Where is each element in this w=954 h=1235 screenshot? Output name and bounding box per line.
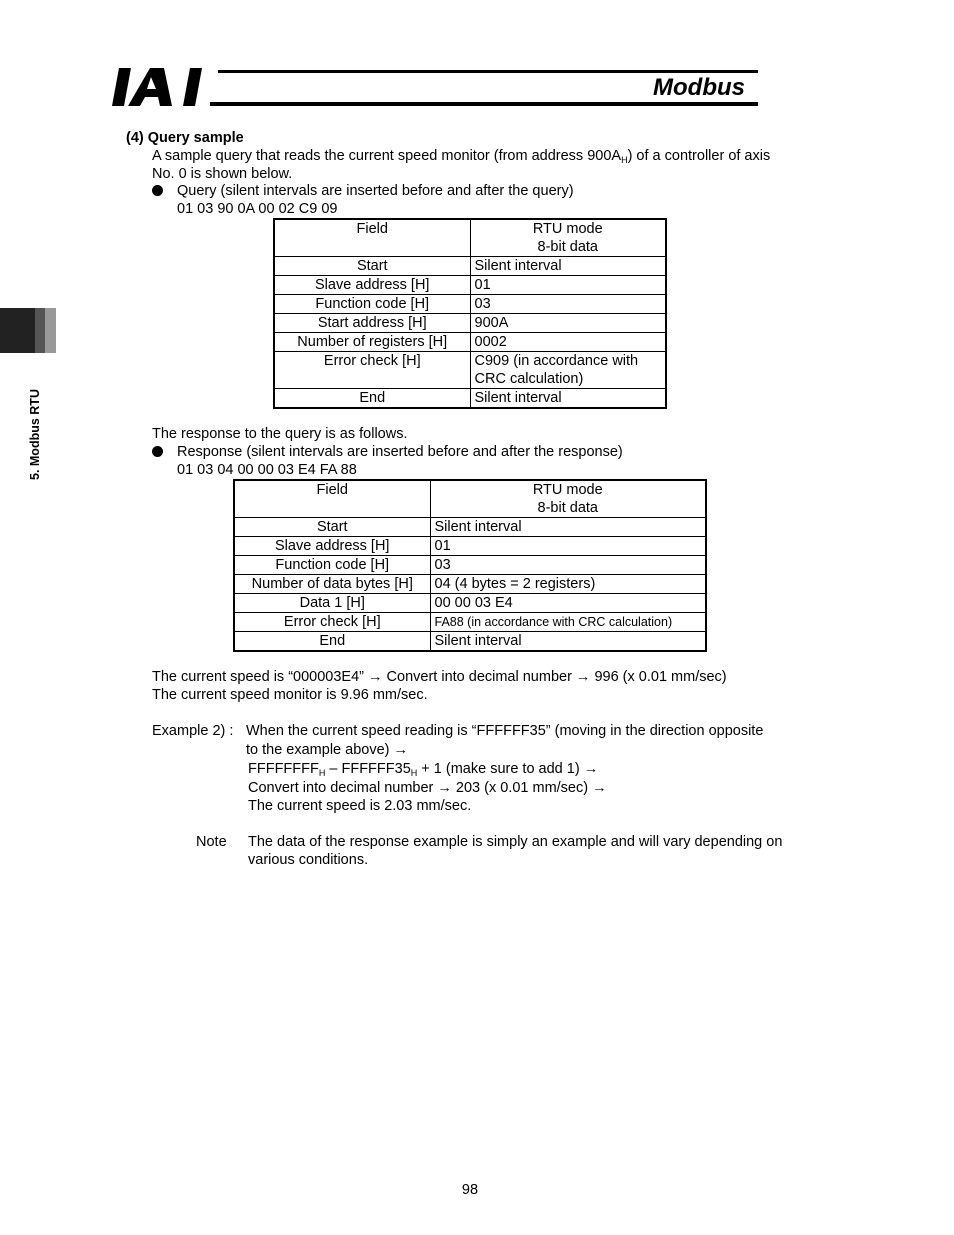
- row-field: Number of registers [H]: [274, 333, 470, 352]
- bullet-icon: [152, 185, 163, 196]
- row-value: Silent interval: [430, 632, 706, 652]
- example2-sub2: H: [410, 768, 418, 778]
- header-rule-thick: [210, 102, 758, 106]
- query-bytes: 01 03 90 0A 00 02 C9 09: [177, 201, 338, 217]
- table-row: [234, 537, 706, 556]
- table-row: [234, 556, 706, 575]
- section-heading: (4) Query sample: [126, 130, 244, 146]
- row-field: End: [274, 389, 470, 409]
- row-value: 01: [470, 276, 666, 295]
- table-row: [234, 613, 706, 632]
- page-number: 98: [461, 1182, 479, 1198]
- row-field: Number of data bytes [H]: [234, 575, 430, 594]
- row-field: Start address [H]: [274, 314, 470, 333]
- header-rule-thin: [218, 70, 758, 73]
- header-section-title: Modbus: [653, 74, 745, 101]
- example2-line3-b: – FFFFFF35: [325, 761, 411, 777]
- header-mode: RTU mode 8-bit data: [470, 219, 666, 257]
- row-value: Silent interval: [470, 389, 666, 409]
- row-field: Slave address [H]: [274, 276, 470, 295]
- response-bullet-text: Response (silent intervals are inserted before and after the response): [177, 444, 623, 460]
- table-row: [274, 314, 666, 333]
- table-row: [274, 276, 666, 295]
- row-field: Start: [274, 257, 470, 276]
- example2-line3: [248, 760, 598, 778]
- example2-line3-a: FFFFFFFF: [248, 761, 319, 777]
- header-field: Field: [274, 219, 470, 257]
- row-value: 04 (4 bytes = 2 registers): [430, 575, 706, 594]
- example2-line4: Convert into decimal number → 203 (x 0.01 mm/sec) →: [248, 780, 607, 796]
- row-value: Silent interval: [430, 518, 706, 537]
- speed-line1: The current speed is “000003E4” → Convert into decimal number → 996 (x 0.01 mm/sec): [152, 669, 727, 685]
- row-value: 900A: [470, 314, 666, 333]
- table-header-row: [274, 219, 666, 257]
- intro-sub: H: [621, 155, 628, 165]
- row-field: Error check [H]: [234, 613, 430, 632]
- row-field: End: [234, 632, 430, 652]
- intro-text: [152, 147, 770, 165]
- response-lead: The response to the query is as follows.: [152, 426, 408, 442]
- example2-line1: When the current speed reading is “FFFFFF35” (moving in the direction opposite: [246, 723, 764, 739]
- row-field: Slave address [H]: [234, 537, 430, 556]
- query-bullet-text: Query (silent intervals are inserted before and after the query): [177, 183, 574, 199]
- row-value: 00 00 03 E4: [430, 594, 706, 613]
- side-tab-label: 5. Modbus RTU: [28, 389, 42, 480]
- note-line2: various conditions.: [248, 852, 369, 868]
- side-tab-marker-light: [45, 308, 56, 353]
- row-field: Start: [234, 518, 430, 537]
- row-value: FA88 (in accordance with CRC calculation): [430, 613, 706, 632]
- row-field: Data 1 [H]: [234, 594, 430, 613]
- example2-line2: to the example above) →: [246, 742, 409, 758]
- table-row: [234, 632, 706, 652]
- table-row: [234, 575, 706, 594]
- intro-part1: A sample query that reads the current speed monitor (from address 900A: [152, 148, 622, 164]
- table-row: [274, 389, 666, 409]
- row-field: Function code [H]: [274, 295, 470, 314]
- note-label: Note: [196, 834, 227, 850]
- iai-logo: [112, 68, 212, 106]
- bullet-icon: [152, 446, 163, 457]
- table-row: [274, 333, 666, 352]
- table-header-row: [234, 480, 706, 518]
- row-field: Function code [H]: [234, 556, 430, 575]
- example2-line3-c: + 1 (make sure to add 1) →: [417, 761, 599, 777]
- example2-sub1: H: [318, 768, 326, 778]
- side-tab-marker-mid: [35, 308, 45, 353]
- intro-part2: ) of a controller of axis: [627, 148, 771, 164]
- note-line1: The data of the response example is simply an example and will vary depending on: [248, 834, 783, 850]
- row-value: Silent interval: [470, 257, 666, 276]
- query-table: [273, 218, 667, 409]
- row-field: Error check [H]: [274, 352, 470, 389]
- side-tab-marker: [0, 308, 35, 353]
- row-value: 03: [430, 556, 706, 575]
- table-row: [274, 295, 666, 314]
- row-value: 01: [430, 537, 706, 556]
- table-row: [274, 257, 666, 276]
- row-value: 03: [470, 295, 666, 314]
- intro-line2: No. 0 is shown below.: [152, 166, 293, 182]
- example2-label: Example 2) :: [152, 723, 234, 739]
- example2-line5: The current speed is 2.03 mm/sec.: [248, 798, 472, 814]
- response-table: [233, 479, 707, 652]
- row-value: 0002: [470, 333, 666, 352]
- response-bytes: 01 03 04 00 00 03 E4 FA 88: [177, 462, 357, 478]
- header-mode: RTU mode 8-bit data: [430, 480, 706, 518]
- table-row: [234, 594, 706, 613]
- table-row: [274, 352, 666, 389]
- speed-line2: The current speed monitor is 9.96 mm/sec.: [152, 687, 428, 703]
- table-row: [234, 518, 706, 537]
- header-field: Field: [234, 480, 430, 518]
- row-value: C909 (in accordance with CRC calculation): [470, 352, 666, 389]
